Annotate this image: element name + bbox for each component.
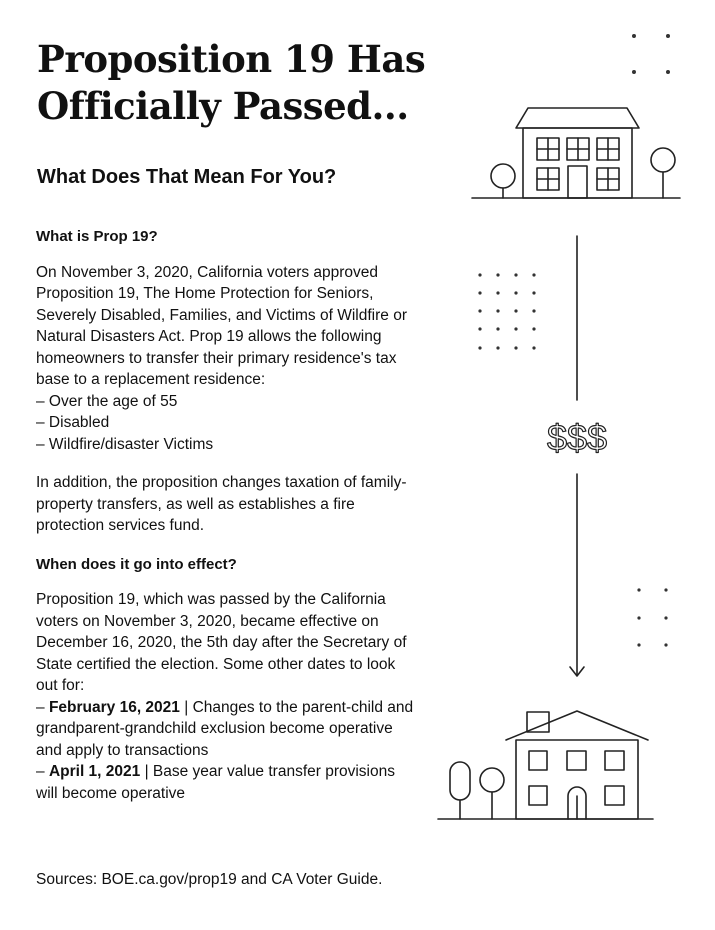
date-label: February 16, 2021 bbox=[48, 698, 180, 716]
date-description: Base year value transfer provisions will become operative bbox=[36, 763, 395, 802]
effective-paragraph: Proposition 19, which was passed by the California voters on November 3, 2020, became effective on December 16, 2020, the 5th day after the Secretary of State certified the election. Some other dates to look out for: bbox=[36, 591, 407, 694]
money-label: $$$ bbox=[546, 417, 608, 458]
decorative-dots-bottom bbox=[637, 588, 667, 646]
original-house-icon bbox=[472, 108, 680, 198]
decorative-dots-top bbox=[632, 34, 670, 74]
page-subtitle: What Does That Mean For You? bbox=[37, 166, 337, 188]
date-description: Changes to the parent-child and grandparent-grandchild exclusion become operative and apply to transactions bbox=[36, 698, 414, 759]
list-item: – Wildfire/disaster Victims bbox=[36, 435, 214, 453]
what-is-paragraph: On November 3, 2020, California voters approved Proposition 19, The Home Protection for Seniors, Severely Disabled, Families, and Victims of Wildfire or Natural Disasters Act. Prop 19 allows the following homeowners to transfer their primary residence's tax base to a replacement residence: bbox=[36, 263, 407, 388]
date-item-1: – February 16, 2021 | Changes to the parent-child and grandparent-grandchild exclusion become operative and apply to transactions bbox=[36, 698, 414, 759]
list-item: – Disabled bbox=[36, 414, 110, 431]
section-heading-effective: When does it go into effect? bbox=[36, 555, 237, 573]
title-line-2: Officially Passed... bbox=[37, 84, 409, 128]
date-item-2: – April 1, 2021 | Base year value transfer provisions will become operative bbox=[36, 763, 395, 802]
list-item: – Over the age of 55 bbox=[36, 392, 178, 410]
date-label: April 1, 2021 bbox=[48, 763, 141, 780]
replacement-house-icon bbox=[438, 711, 653, 819]
decorative-dots-middle bbox=[478, 273, 535, 349]
additional-paragraph: In addition, the proposition changes taxation of family-property transfers, as well as establishes a fire protection services fund. bbox=[36, 474, 407, 534]
title-line-1: Proposition 19 Has bbox=[37, 37, 426, 81]
section-heading-what-is: What is Prop 19? bbox=[36, 228, 158, 245]
sources-footnote: Sources: BOE.ca.gov/prop19 and CA Voter Guide. bbox=[36, 871, 383, 888]
